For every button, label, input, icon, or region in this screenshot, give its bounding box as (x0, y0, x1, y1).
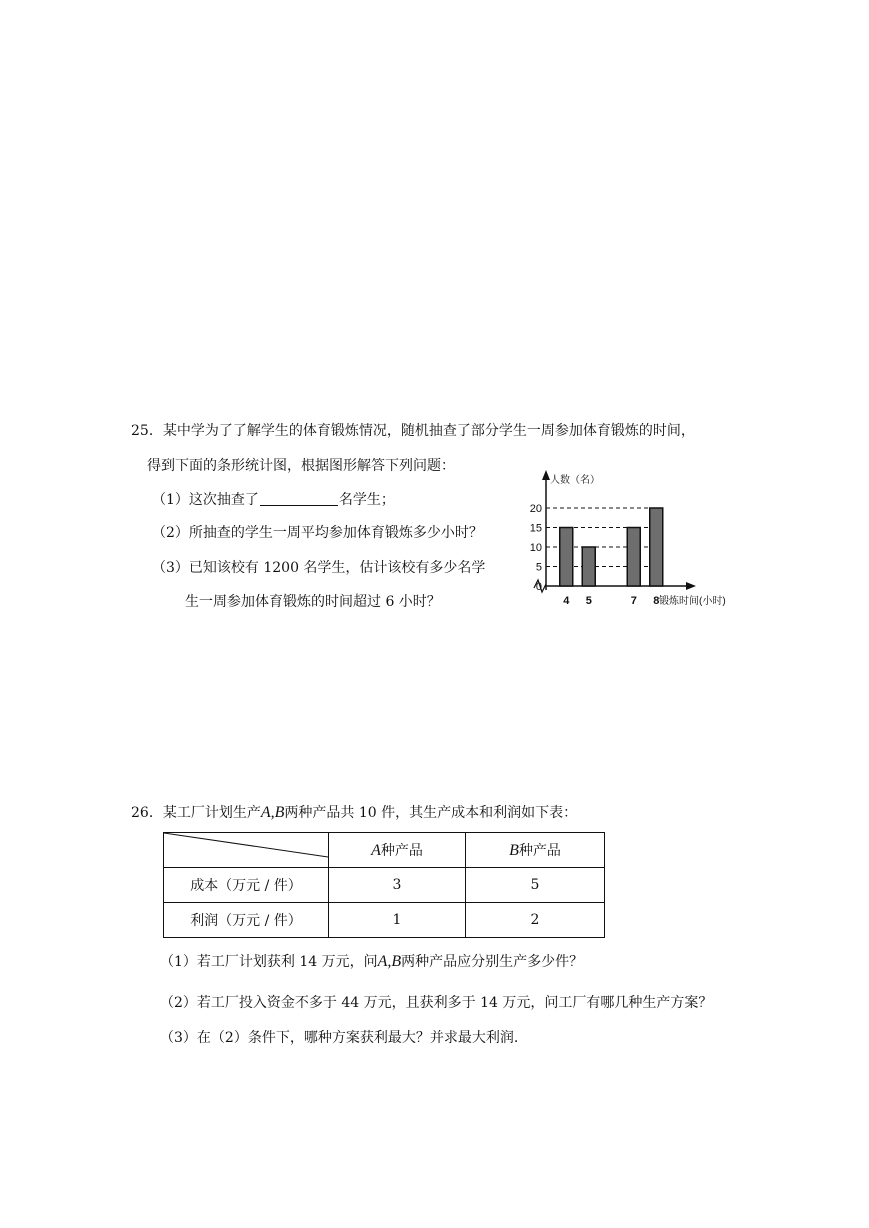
q26-sub3: （3）在（2）条件下，哪种方案获利最大？并求最大利润. (160, 1030, 519, 1046)
q26-sub1-b: 两种产品应分别生产多少件？ (401, 954, 584, 970)
y-tick-label: 0 (535, 581, 542, 593)
x-tick-label: 8 (653, 595, 660, 607)
q26-intro (131, 802, 577, 822)
q26-sub1-a: （1）若工厂计划获利 14 万元，问 (160, 954, 378, 970)
y-axis-label: 人数（名） (550, 475, 600, 486)
bar-7h (627, 528, 640, 587)
row-label: 利润（万元 / 件） (164, 903, 329, 938)
table-row (164, 903, 605, 938)
answer-blank[interactable] (260, 491, 338, 506)
q26-sub1-var: A,B (377, 953, 402, 970)
col-b-label: 种产品 (518, 843, 561, 859)
x-tick-label: 4 (563, 595, 570, 607)
cell-a: 1 (329, 903, 466, 938)
q25-sub1-text: （1）这次抽查了 (152, 492, 259, 508)
col-header-b (466, 833, 605, 868)
bar-5h (582, 547, 595, 586)
col-b-var: B (509, 842, 519, 859)
x-tick-label: 7 (630, 595, 637, 607)
q26-intro-a: 某工厂计划生产 (162, 805, 261, 821)
x-tick-label: 5 (585, 595, 592, 607)
x-axis-arrow (686, 582, 696, 590)
cell-b: 5 (466, 868, 605, 903)
q26-number: 26． (131, 805, 163, 821)
cell-b: 2 (466, 903, 605, 938)
q25-number: 25． (131, 423, 163, 439)
bar-8h (650, 508, 663, 586)
q25-sub2: （2）所抽查的学生一周平均参加体育锻炼多少小时？ (152, 525, 483, 541)
q26-sub2: （2）若工厂投入资金不多于 44 万元，且获利多于 14 万元，问工厂有哪几种生产方案？ (160, 995, 713, 1011)
q25-sub3b: 生一周参加体育锻炼的时间超过 6 小时？ (185, 594, 441, 610)
q25-line1 (131, 420, 695, 440)
table-row (164, 868, 605, 903)
y-tick-label: 20 (529, 503, 542, 515)
table-header-row (164, 833, 605, 868)
col-a-label: 种产品 (380, 843, 423, 859)
q25-sub1-tail: 名学生； (338, 492, 395, 508)
diagonal-header-cell (164, 833, 329, 868)
y-tick-label: 5 (535, 561, 542, 574)
product-table (163, 832, 605, 938)
y-tick-label: 15 (529, 522, 542, 535)
q25-sub3a: （3）已知该校有 1200 名学生，估计该校有多少名学 (152, 560, 486, 576)
bar-chart (520, 468, 740, 618)
q25-sub1 (152, 489, 395, 509)
bar-4h (560, 528, 573, 587)
q26-sub1 (160, 951, 583, 971)
x-axis-label: 锻炼时间(小时) (659, 596, 726, 607)
q26-intro-var: A,B (260, 804, 285, 821)
q25-stem: 某中学为了了解学生的体育锻炼情况，随机抽查了部分学生一周参加体育锻炼的时间， (162, 423, 695, 439)
diagonal-line (164, 833, 328, 868)
q25-line2: 得到下面的条形统计图，根据图形解答下列问题： (147, 458, 455, 474)
y-tick-label: 10 (529, 542, 542, 554)
y-axis-arrow (542, 470, 550, 480)
row-label: 成本（万元 / 件） (164, 868, 329, 903)
col-a-var: A (371, 842, 381, 859)
col-header-a (329, 833, 466, 868)
cell-a: 3 (329, 868, 466, 903)
q26-intro-b: 两种产品共 10 件，其生产成本和利润如下表： (284, 805, 578, 821)
